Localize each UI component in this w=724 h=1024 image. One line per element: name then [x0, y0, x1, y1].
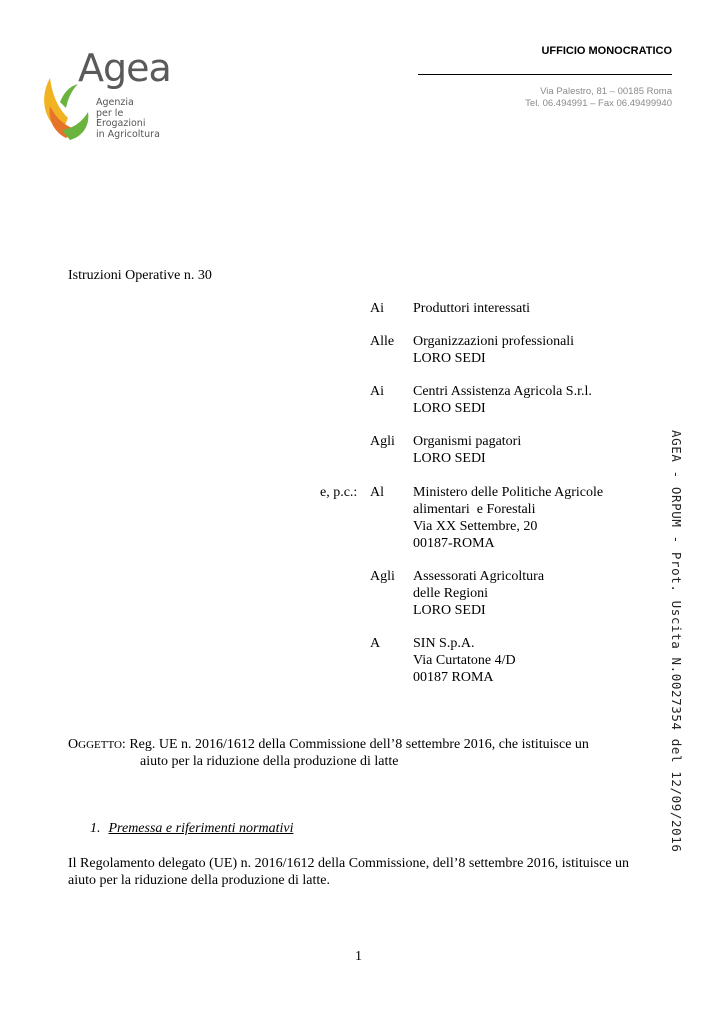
recipient-line: Centri Assistenza Agricola S.r.l. — [413, 384, 592, 399]
recipient-line: SIN S.p.A. — [413, 636, 475, 651]
cc-prefix: e, p.c.: — [320, 485, 358, 500]
recipient-line: Ministero delle Politiche Agricole — [413, 485, 604, 500]
header-rule — [418, 74, 672, 75]
recipient-address — [413, 383, 592, 417]
recipient-address — [413, 333, 574, 367]
recipient-label: Ai — [370, 301, 384, 316]
subject-label — [68, 737, 122, 752]
recipient-line: LORO SEDI — [413, 351, 486, 366]
recipient-line: Via Curtatone 4/D — [413, 653, 516, 668]
recipient-label: A — [370, 636, 381, 651]
recipient-address — [413, 433, 521, 467]
recipient-line: LORO SEDI — [413, 603, 486, 618]
subject-label-rest: GGETTO — [78, 739, 122, 751]
recipient-line: delle Regioni — [413, 586, 489, 601]
agea-subtitle-line: Agenzia — [96, 97, 134, 108]
section-number: 1. — [90, 821, 101, 836]
agea-subtitle — [96, 98, 170, 140]
subject-line: OGGETTO: Reg. UE n. 2016/1612 della Commissione dell’8 settembre 2016, che istituisce un — [68, 737, 589, 752]
agea-wordmark: Agea — [78, 46, 171, 90]
address-line: Via Palestro, 81 – 00185 Roma — [540, 86, 672, 97]
subject-text: Reg. UE n. 2016/1612 della Commissione dell’8 settembre 2016, che istituisce un — [129, 737, 589, 752]
recipient-label: Alle — [370, 334, 395, 349]
recipient-line: Via XX Settembre, 20 — [413, 519, 538, 534]
paragraph-line: aiuto per la riduzione della produzione di latte. — [68, 873, 331, 888]
office-name: UFFICIO MONOCRATICO — [541, 45, 672, 57]
recipient-line: 00187 ROMA — [413, 670, 494, 685]
recipient-line: Assessorati Agricoltura — [413, 569, 545, 584]
subject-label-initial: O — [68, 737, 79, 752]
recipient-label: Agli — [370, 569, 395, 584]
recipient-label: Al — [370, 485, 384, 500]
recipients-block — [0, 300, 724, 700]
section-heading — [90, 820, 293, 837]
agea-subtitle-line: in Agricoltura — [96, 128, 160, 140]
recipient-label: Agli — [370, 434, 395, 449]
recipient-address — [413, 635, 516, 686]
subject-text-continued: aiuto per la riduzione della produzione di latte — [140, 754, 399, 769]
phone-fax-line: Tel. 06.494991 – Fax 06.49499940 — [525, 98, 672, 109]
recipient-address — [413, 568, 544, 619]
recipient-address — [413, 484, 603, 552]
document-title: Istruzioni Operative n. 30 — [68, 268, 212, 283]
recipient-line: Produttori interessati — [413, 301, 531, 316]
section-title: Premessa e riferimenti normativi — [108, 821, 294, 836]
recipient-line: Organizzazioni professionali — [413, 334, 575, 349]
recipient-address — [413, 300, 530, 317]
recipient-line: LORO SEDI — [413, 451, 486, 466]
recipient-line: LORO SEDI — [413, 401, 486, 416]
protocol-stamp: AGEA - ORPUM - Prot. Uscita N.0027354 del 12/09/2016 — [669, 430, 684, 853]
paragraph-line: Il Regolamento delegato (UE) n. 2016/1612 della Commissione, dell’8 settembre 2016, istituisce un — [68, 856, 630, 871]
agea-subtitle-line: per le Erogazioni — [96, 107, 146, 129]
recipient-label: Ai — [370, 384, 384, 399]
recipient-line: Organismi pagatori — [413, 434, 522, 449]
agea-logo — [40, 48, 170, 144]
page-number: 1 — [355, 949, 362, 964]
recipient-line: alimentari e Forestali — [413, 502, 536, 517]
recipient-line: 00187-ROMA — [413, 536, 495, 551]
